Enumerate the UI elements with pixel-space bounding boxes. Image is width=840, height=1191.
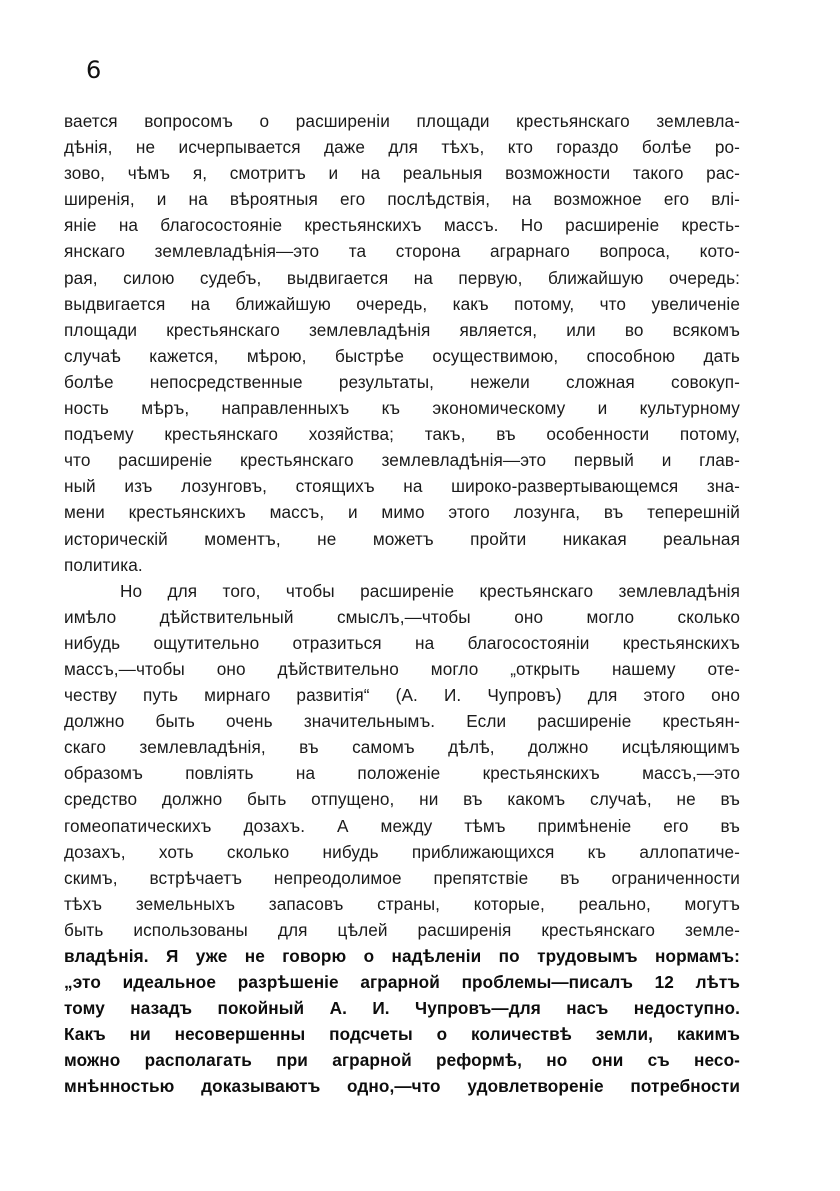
text-line: ширенія, и на вѣроятныя его послѣдствія, на возможное его влі-: [64, 189, 740, 210]
text-line: зово, чѣмъ я, смотритъ и на реальныя возможности такого рас-: [64, 163, 740, 184]
text-line: мени крестьянскихъ массъ, и мимо этого лозунга, въ теперешній: [64, 502, 740, 523]
text-line: выдвигается на ближайшую очередь, какъ потому, что увеличеніе: [64, 293, 740, 314]
text-line: честву путь мирнаго развитія“ (А. И. Чупровъ) для этого оно: [64, 685, 740, 706]
text-line: имѣло дѣйствительный смыслъ,—чтобы оно могло сколько: [64, 606, 740, 627]
page-number: 6: [86, 56, 102, 84]
text-line: тому назадъ покойный А. И. Чупровъ—для насъ недоступно.: [64, 998, 740, 1019]
text-line: рая, силою судебъ, выдвигается на первую, ближайшую очередь:: [64, 267, 740, 288]
text-line: мнѣнностью доказываютъ одно,—что удовлетвореніе потребности: [64, 1076, 740, 1097]
text-line: образомъ повліять на положеніе крестьянскихъ массъ,—это: [64, 763, 740, 784]
text-line: Какъ ни несовершенны подсчеты о количествѣ земли, какимъ: [64, 1024, 740, 1045]
text-line: политика.: [64, 554, 143, 575]
text-line: можно располагать при аграрной реформѣ, но они съ несо-: [64, 1050, 740, 1071]
text-line: быть использованы для цѣлей расширенія крестьянскаго земле-: [64, 919, 740, 940]
text-line: подъему крестьянскаго хозяйства; такъ, въ особенности потому,: [64, 424, 740, 445]
text-line: яніе на благосостояніе крестьянскихъ массъ. Но расширеніе кресть-: [64, 215, 740, 236]
text-line: историческій моментъ, не можетъ пройти никакая реальная: [64, 528, 740, 549]
text-line: гомеопатическихъ дозахъ. А между тѣмъ примѣненіе его въ: [64, 815, 740, 836]
text-line: тѣхъ земельныхъ запасовъ страны, которые, реально, могутъ: [64, 893, 740, 914]
text-line: владѣнія. Я уже не говорю о надѣленіи по трудовымъ нормамъ:: [64, 946, 740, 966]
text-line: „это идеальное разрѣшеніе аграрной проблемы—писалъ 12 лѣтъ: [64, 972, 740, 993]
text-line: скаго землевладѣнія, въ самомъ дѣлѣ, должно исцѣляющимъ: [64, 737, 740, 758]
text-line: ность мѣръ, направленныхъ къ экономическому и культурному: [64, 398, 740, 419]
text-line: янскаго землевладѣнія—это та сторона аграрнаго вопроса, кото-: [64, 241, 740, 262]
text-line: дозахъ, хоть сколько нибудь приближающихся къ аллопатиче-: [64, 841, 740, 862]
text-line: скимъ, встрѣчаетъ непреодолимое препятствіе въ ограниченности: [64, 867, 740, 888]
text-line: Но для того, чтобы расширеніе крестьянскаго землевладѣнія: [120, 580, 740, 601]
text-line: дѣнія, не исчерпывается даже для тѣхъ, кто гораздо болѣе ро-: [64, 137, 740, 158]
text-line: массъ,—чтобы оно дѣйствительно могло „открыть нашему оте-: [64, 658, 740, 679]
text-line: средство должно быть отпущено, ни въ какомъ случаѣ, не въ: [64, 789, 740, 810]
body-text: [64, 108, 740, 1100]
text-line: нибудь ощутительно отразиться на благосостояніи крестьянскихъ: [64, 632, 740, 653]
text-line: должно быть очень значительнымъ. Если расширеніе крестьян-: [64, 711, 740, 732]
text-line: ный изъ лозунговъ, стоящихъ на широко-развертывающемся зна-: [64, 476, 740, 497]
text-line: площади крестьянскаго землевладѣнія является, или во всякомъ: [64, 319, 740, 340]
text-line: что расширеніе крестьянскаго землевладѣнія—это первый и глав-: [64, 450, 740, 471]
text-line: болѣе непосредственные результаты, нежели сложная совокуп-: [64, 371, 740, 392]
text-line: случаѣ кажется, мѣрою, быстрѣе осуществимою, способною дать: [64, 345, 740, 366]
text-line: вается вопросомъ о расширеніи площади крестьянскаго землевла-: [64, 111, 740, 131]
